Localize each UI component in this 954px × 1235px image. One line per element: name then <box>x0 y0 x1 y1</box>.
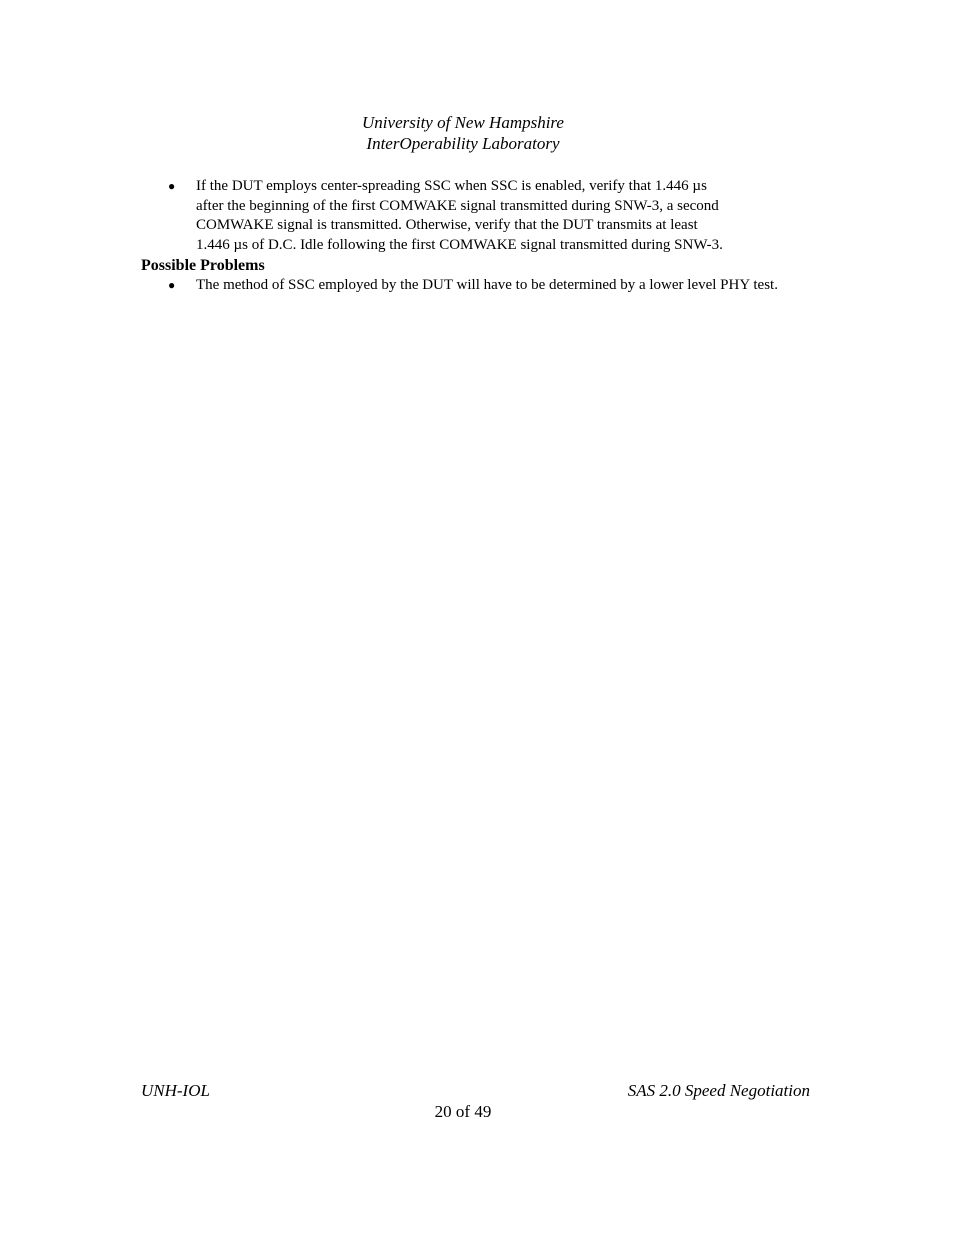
bullet-line: 1.446 µs of D.C. Idle following the first COMWAKE signal transmitted during SNW-3. <box>196 236 723 253</box>
footer-doc-title: SAS 2.0 Speed Negotiation <box>627 1081 810 1100</box>
footer-org: UNH-IOL <box>141 1081 210 1100</box>
section-heading-possible-problems: Possible Problems <box>141 257 265 274</box>
header-lab: InterOperability Laboratory <box>366 134 560 153</box>
bullet-marker: ● <box>168 179 176 193</box>
bullet-line: COMWAKE signal is transmitted. Otherwise, verify that the DUT transmits at least <box>196 217 698 233</box>
header-institution: University of New Hampshire <box>362 113 564 132</box>
bullet-marker: ● <box>168 278 176 292</box>
bullet-line: after the beginning of the first COMWAKE signal transmitted during SNW-3, a second <box>196 197 719 214</box>
bullet-text <box>196 177 806 255</box>
bullet-line: If the DUT employs center-spreading SSC when SSC is enabled, verify that 1.446 µs <box>196 178 707 194</box>
page-header <box>0 112 926 154</box>
bullet-text: The method of SSC employed by the DUT will have to be determined by a lower level PHY test. <box>196 277 778 293</box>
page-number: 20 of 49 <box>434 1102 492 1121</box>
problem-bullet <box>168 276 814 296</box>
result-bullet <box>168 177 814 255</box>
